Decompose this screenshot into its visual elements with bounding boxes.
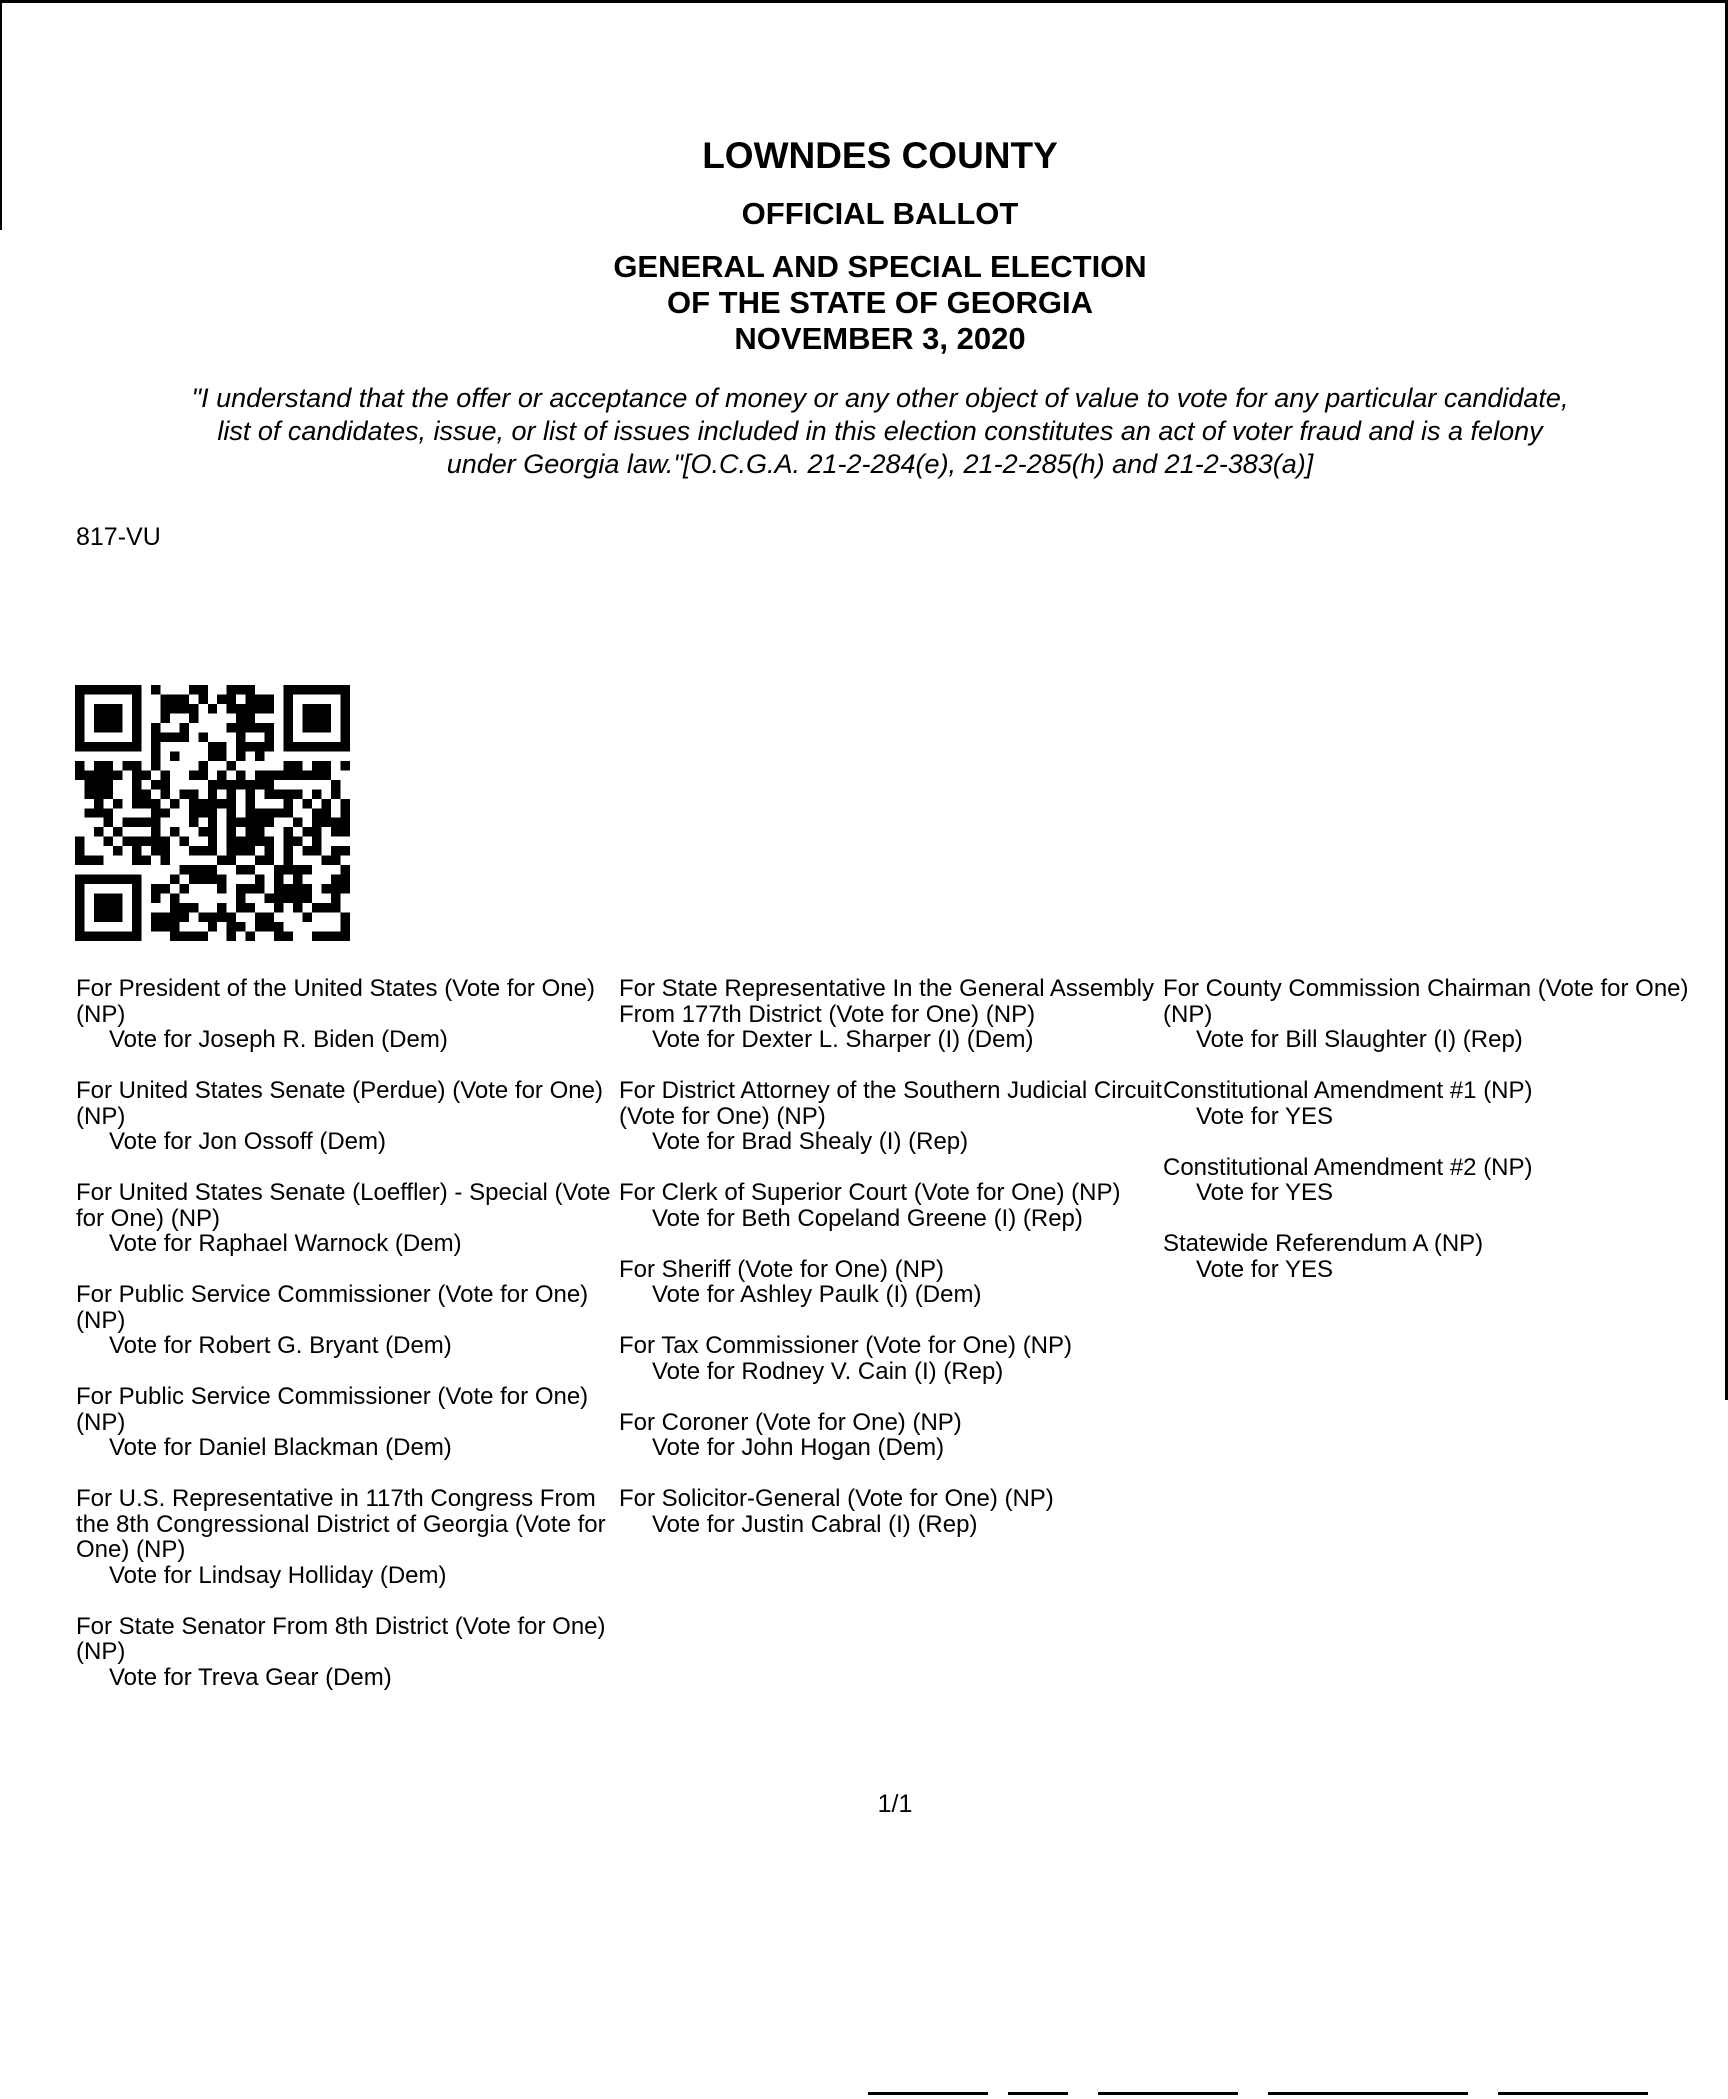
race-title: For District Attorney of the Southern Judicial Circuit (Vote for One) (NP) xyxy=(619,1077,1162,1130)
election-title xyxy=(0,249,1728,357)
race-title: For President of the United States (Vote for One) (NP) xyxy=(76,975,595,1028)
vote-selection: Vote for Daniel Blackman (Dem) xyxy=(109,1434,452,1461)
race-title: Constitutional Amendment #1 (NP) xyxy=(1163,1077,1533,1104)
race-entry xyxy=(76,1486,621,1588)
oath-line-1: "I understand that the offer or acceptance of money or any other object of value to vote for any particular candidate, xyxy=(191,383,1569,413)
vote-selection: Vote for Joseph R. Biden (Dem) xyxy=(109,1026,448,1053)
race-title: For Public Service Commissioner (Vote for One) (NP) xyxy=(76,1383,589,1436)
race-title: For Tax Commissioner (Vote for One) (NP) xyxy=(619,1332,1073,1359)
ballot-column-1 xyxy=(76,976,621,1716)
race-entry xyxy=(619,1078,1164,1155)
race-entry xyxy=(1163,1078,1708,1129)
page-number: 1/1 xyxy=(877,1790,913,1818)
top-border xyxy=(0,0,1728,3)
race-entry xyxy=(619,1333,1164,1384)
race-title: For State Senator From 8th District (Vote for One) (NP) xyxy=(76,1612,606,1665)
ballot-column-3 xyxy=(1163,976,1708,1308)
vote-selection: Vote for Jon Ossoff (Dem) xyxy=(109,1128,386,1155)
vote-selection: Vote for Ashley Paulk (I) (Dem) xyxy=(652,1281,982,1308)
vote-selection: Vote for Justin Cabral (I) (Rep) xyxy=(652,1510,978,1538)
vote-selection: Vote for Bill Slaughter (I) (Rep) xyxy=(1196,1026,1523,1053)
race-title: For Coroner (Vote for One) (NP) xyxy=(619,1408,962,1436)
race-title: For Clerk of Superior Court (Vote for One) (NP) xyxy=(619,1179,1121,1206)
vote-selection: Vote for Treva Gear (Dem) xyxy=(109,1663,392,1691)
vote-selection: Vote for Beth Copeland Greene (I) (Rep) xyxy=(652,1204,1083,1232)
race-entry xyxy=(1163,1231,1708,1282)
race-entry xyxy=(619,1486,1164,1537)
vote-selection: Vote for John Hogan (Dem) xyxy=(652,1434,945,1461)
oath-line-2: list of candidates, issue, or list of issues included in this election constitutes an act of voter fraud and is a felony xyxy=(217,416,1543,446)
vote-selection: Vote for Lindsay Holliday (Dem) xyxy=(109,1561,447,1589)
vote-selection: Vote for Rodney V. Cain (I) (Rep) xyxy=(652,1357,1004,1385)
race-entry xyxy=(619,976,1164,1053)
race-entry xyxy=(76,1614,621,1691)
race-title: For Public Service Commissioner (Vote for One) (NP) xyxy=(76,1281,589,1334)
election-date: NOVEMBER 3, 2020 xyxy=(734,321,1026,356)
oath-line-3: under Georgia law."[O.C.G.A. 21-2-284(e), 21-2-285(h) and 21-2-383(a)] xyxy=(446,449,1314,479)
ballot-style-code: 817-VU xyxy=(76,523,161,551)
election-line-2: OF THE STATE OF GEORGIA xyxy=(667,285,1093,320)
race-title: For State Representative In the General Assembly From 177th District (Vote for One) (NP) xyxy=(619,975,1154,1028)
scan-marks xyxy=(868,2092,1648,2095)
ballot-type: OFFICIAL BALLOT xyxy=(741,196,1019,231)
race-entry xyxy=(76,1384,621,1461)
race-title: Statewide Referendum A (NP) xyxy=(1163,1230,1484,1257)
race-entry xyxy=(76,1282,621,1359)
race-title: For United States Senate (Loeffler) - Special (Vote for One) (NP) xyxy=(76,1179,611,1232)
race-title: For U.S. Representative in 117th Congress From the 8th Congressional District of Georgia (Vote for One) (NP) xyxy=(76,1485,606,1563)
race-title: For United States Senate (Perdue) (Vote for One) (NP) xyxy=(76,1077,603,1130)
race-entry xyxy=(1163,976,1708,1053)
vote-selection: Vote for Brad Shealy (I) (Rep) xyxy=(652,1128,969,1155)
vote-selection: Vote for Robert G. Bryant (Dem) xyxy=(109,1332,452,1359)
race-title: For Sheriff (Vote for One) (NP) xyxy=(619,1255,944,1283)
race-title: Constitutional Amendment #2 (NP) xyxy=(1163,1153,1533,1181)
race-entry xyxy=(76,1078,621,1155)
race-entry xyxy=(619,1257,1164,1308)
race-title: For County Commission Chairman (Vote for One) (NP) xyxy=(1163,975,1689,1028)
ballot-column-2 xyxy=(619,976,1164,1563)
vote-selection: Vote for YES xyxy=(1196,1255,1333,1283)
election-line-1: GENERAL AND SPECIAL ELECTION xyxy=(613,249,1147,284)
vote-selection: Vote for YES xyxy=(1196,1102,1333,1130)
race-entry xyxy=(619,1410,1164,1461)
voter-fraud-statement xyxy=(80,382,1680,481)
vote-selection: Vote for Raphael Warnock (Dem) xyxy=(109,1230,462,1257)
race-entry xyxy=(76,976,621,1053)
race-entry xyxy=(76,1180,621,1257)
race-entry xyxy=(619,1180,1164,1231)
vote-selection: Vote for Dexter L. Sharper (I) (Dem) xyxy=(652,1026,1034,1053)
race-entry xyxy=(1163,1155,1708,1206)
county-title: LOWNDES COUNTY xyxy=(702,135,1058,176)
race-title: For Solicitor-General (Vote for One) (NP) xyxy=(619,1485,1054,1512)
vote-selection: Vote for YES xyxy=(1196,1179,1333,1206)
qr-code-icon xyxy=(75,683,350,943)
